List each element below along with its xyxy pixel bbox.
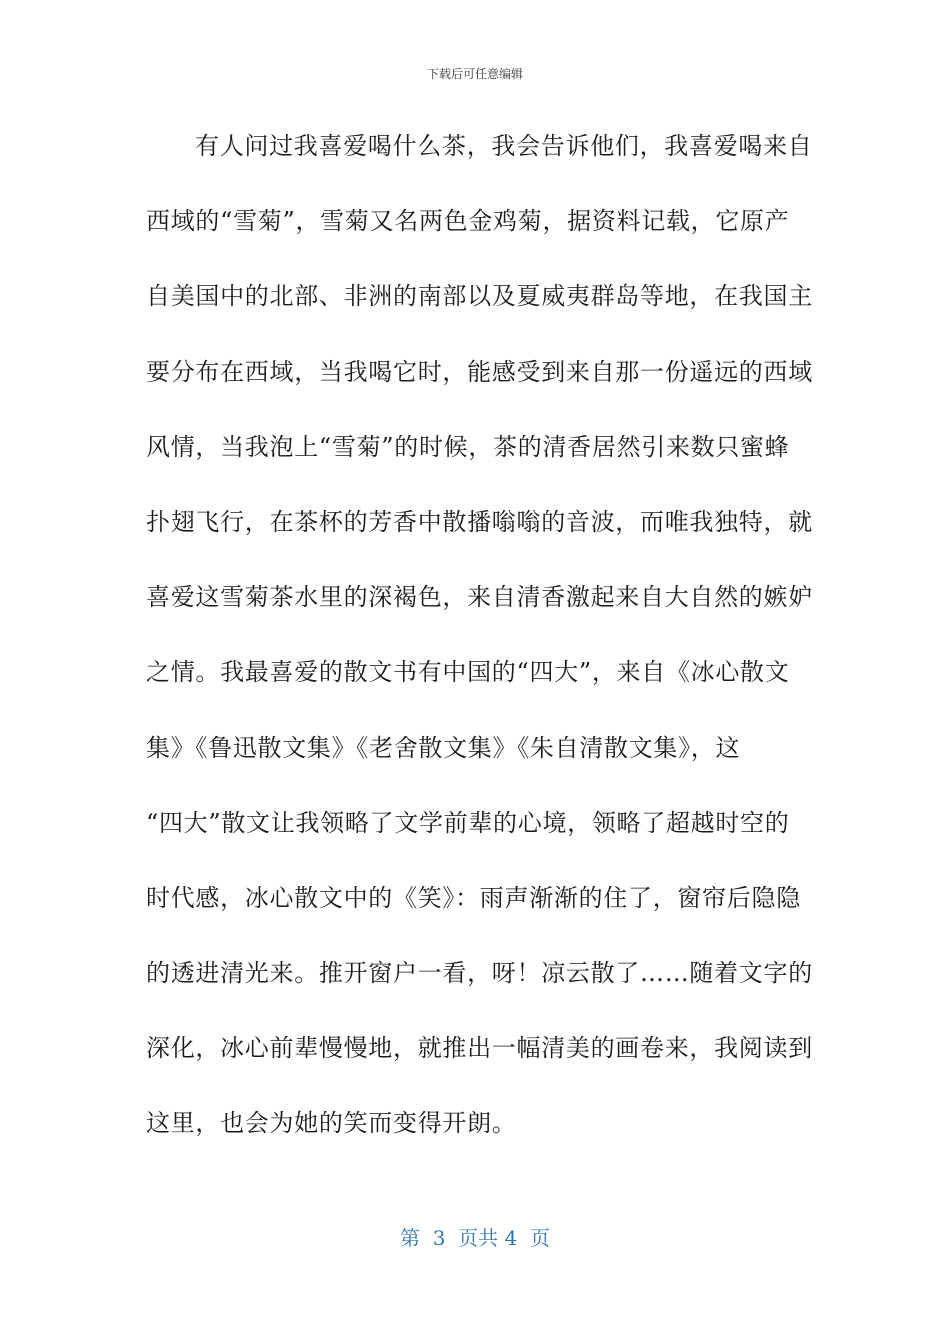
paragraph-line: 时代感，冰心散文中的《笑》：雨声渐渐的住了，窗帘后隐隐	[146, 883, 801, 912]
paragraph-line: 集》《鲁迅散文集》《老舍散文集》《朱自清散文集》，这	[146, 733, 741, 762]
document-body	[146, 121, 813, 1174]
paragraph-line: 风情，当我泡上“雪菊”的时候，茶的清香居然引来数只蜜蜂	[146, 432, 790, 461]
paragraph-line: 有人问过我喜爱喝什么茶，我会告诉他们，我喜爱喝来自	[195, 132, 813, 160]
paragraph-line: 自美国中的北部、非洲的南部以及夏威夷群岛等地，在我国主	[146, 282, 813, 311]
paragraph-line: 扑翅飞行，在茶杯的芳香中散播嗡嗡的音波，而唯我独特，就	[146, 507, 813, 536]
paragraph-line: 要分布在西域，当我喝它时，能感受到来自那一份遥远的西域	[146, 357, 813, 386]
paragraph-line: “四大”散文让我领略了文学前辈的心境，领略了超越时空的	[146, 808, 790, 837]
paragraph-line: 的透进清光来。推开窗户一看，呀！凉云散了……随着文字的	[146, 959, 813, 988]
paragraph-line: 西域的“雪菊”，雪菊又名两色金鸡菊，据资料记载，它原产	[146, 207, 790, 236]
paragraph-line: 之情。我最喜爱的散文书有中国的“四大”，来自《冰心散文	[146, 658, 790, 687]
paragraph-line: 喜爱这雪菊茶水里的深褐色，来自清香激起来自大自然的嫉妒	[146, 583, 813, 612]
page-header-note: 下载后可任意编辑	[426, 67, 523, 81]
paragraph-line: 深化，冰心前辈慢慢地，就推出一幅清美的画卷来，我阅读到	[146, 1034, 813, 1063]
paragraph-line: 这里，也会为她的笑而变得开朗。	[146, 1109, 517, 1138]
page-number-footer: 第 3 页共 4 页	[400, 1226, 550, 1250]
